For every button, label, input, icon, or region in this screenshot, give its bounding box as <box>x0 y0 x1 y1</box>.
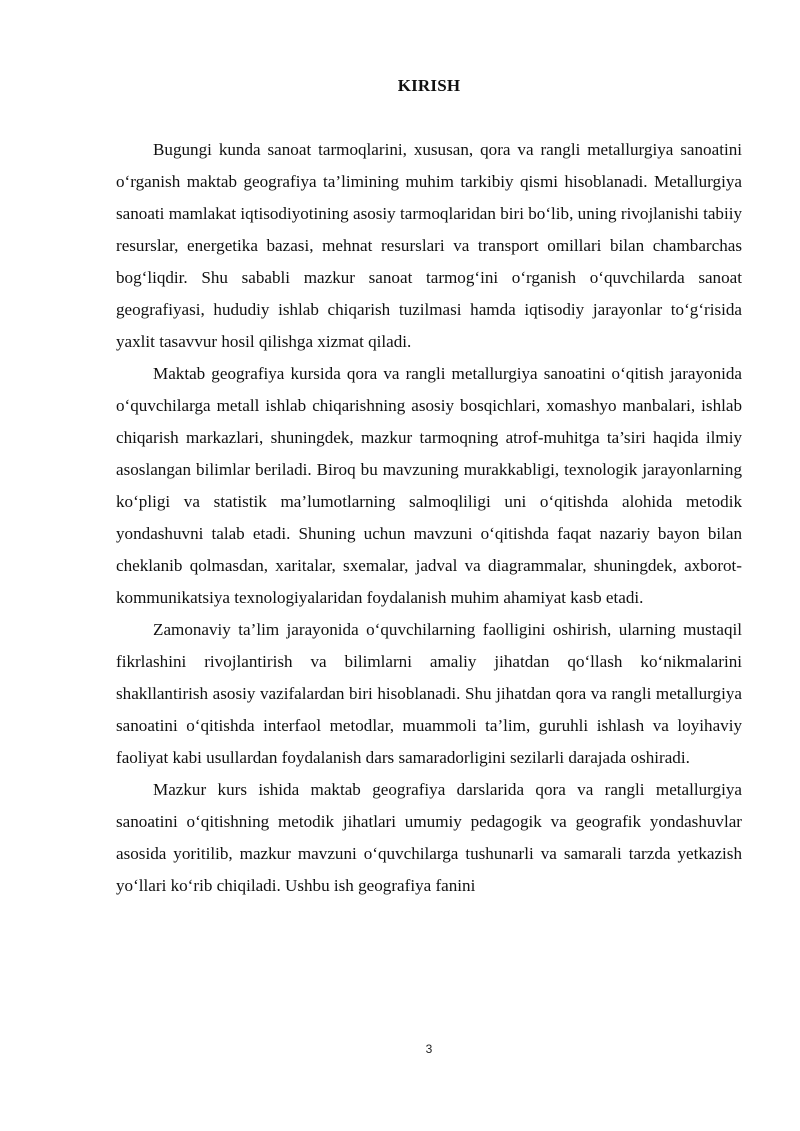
paragraph-1: Bugungi kunda sanoat tarmoqlarini, xususan, qora va rangli metallurgiya sanoatini o‘rganish maktab geografiya ta’limining muhim tarkibiy qismi hisoblanadi. Metallurgiya sanoati mamlakat iqtisodiyotining asosiy tarmoqlaridan biri bo‘lib, uning rivojlanishi tabiiy resurslar, energetika bazasi, mehnat resurslari va transport omillari bilan chambarchas bog‘liqdir. Shu sababli mazkur sanoat tarmog‘ini o‘rganish o‘quvchilarda sanoat geografiyasi, hududiy ishlab chiqarish tuzilmasi hamda iqtisodiy jarayonlar to‘g‘risida yaxlit tasavvur hosil qilishga xizmat qiladi. <box>116 140 742 351</box>
paragraph-4: Mazkur kurs ishida maktab geografiya darslarida qora va rangli metallurgiya sanoatini o‘qitishning metodik jihatlari umumiy pedagogik va geografik yondashuvlar asosida yoritilib, mazkur mavzuni o‘quvchilarga tushunarli va samarali tarzda yetkazish yo‘llari ko‘rib chiqiladi. Ushbu ish geografiya fanini <box>116 780 742 895</box>
section-heading: KIRISH <box>397 76 461 95</box>
page-number: 3 <box>425 1042 433 1056</box>
paragraph-3: Zamonaviy ta’lim jarayonida o‘quvchilarning faolligini oshirish, ularning mustaqil fikrlashini rivojlantirish va bilimlarni amaliy jihatdan qo‘llash ko‘nikmalarini shakllantirish asosiy vazifalardan biri hisoblanadi. Shu jihatdan qora va rangli metallurgiya sanoatini o‘qitishda interfaol metodlar, muammoli ta’lim, guruhli ishlash va loyihaviy faoliyat kabi usullardan foydalanish dars samaradorligini sezilarli darajada oshiradi. <box>116 620 742 767</box>
paragraph-2: Maktab geografiya kursida qora va rangli metallurgiya sanoatini o‘qitish jarayonida o‘quvchilarga metall ishlab chiqarishning asosiy bosqichlari, xomashyo manbalari, ishlab chiqarish markazlari, shuningdek, mazkur tarmoqning atrof-muhitga ta’siri haqida ilmiy asoslangan bilimlar beriladi. Biroq bu mavzuning murakkabligi, texnologik jarayonlarning ko‘pligi va statistik ma’lumotlarning salmoqliligi uni o‘qitishda alohida metodik yondashuvni talab etadi. Shuning uchun mavzuni o‘qitishda faqat nazariy bayon bilan cheklanib qolmasdan, xaritalar, sxemalar, jadval va diagrammalar, shuningdek, axborot-kommunikatsiya texnologiyalaridan foydalanish muhim ahamiyat kasb etadi. <box>116 364 742 607</box>
body-text <box>116 134 742 902</box>
